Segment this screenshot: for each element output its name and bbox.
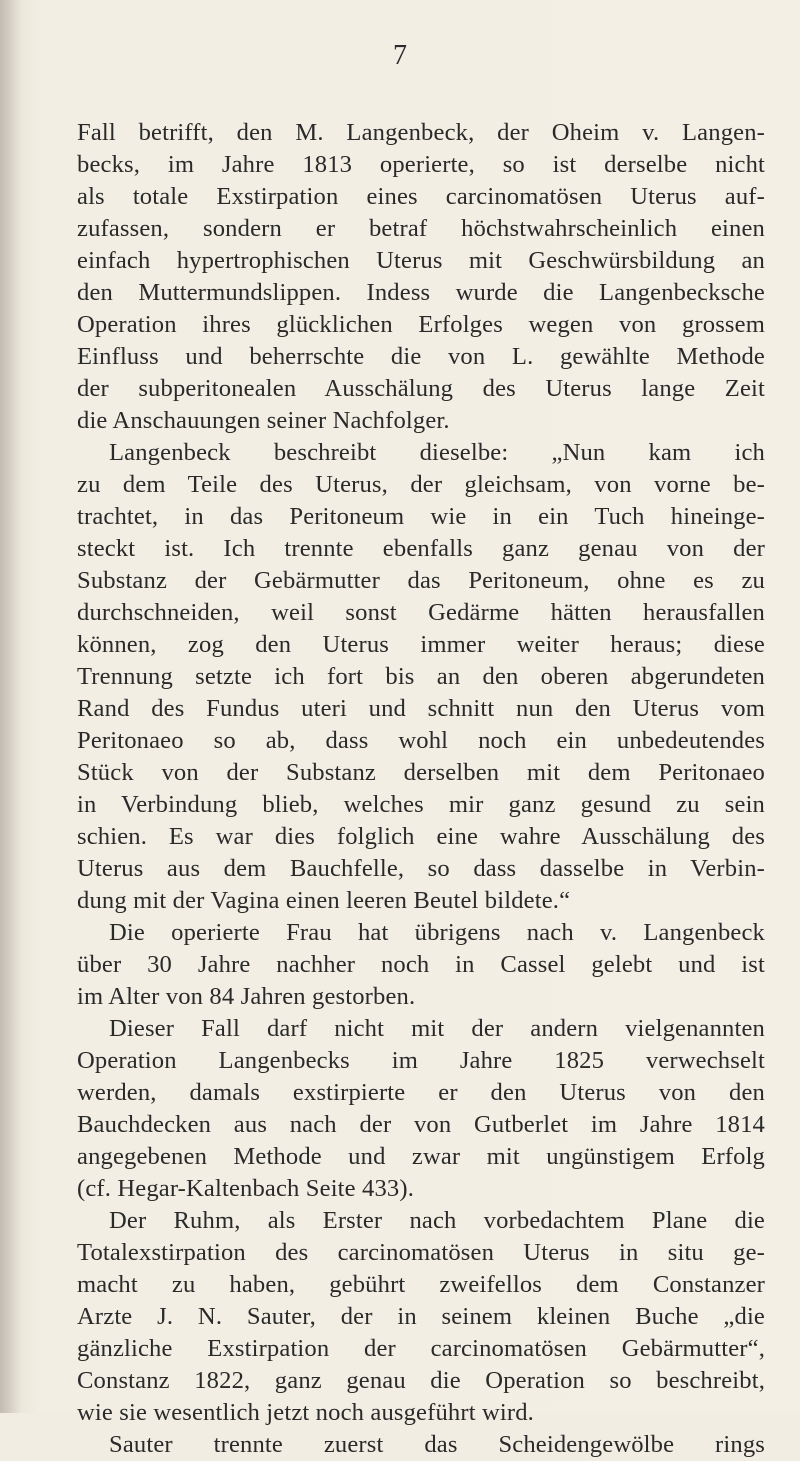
text-line: Operation Langenbecks im Jahre 1825 verwechselt — [77, 1047, 765, 1074]
text-line: Sauter trennte zuerst das Scheidengewölbe rings — [109, 1431, 765, 1458]
text-line: macht zu haben, gebührt zweifellos dem Constanzer — [77, 1271, 765, 1298]
body-text — [77, 117, 765, 1461]
text-line: angegebenen Methode und zwar mit ungünstigem Erfolg — [77, 1143, 765, 1170]
text-line: (cf. Hegar-Kaltenbach Seite 433). — [77, 1175, 415, 1202]
text-line: den Muttermundslippen. Indess wurde die Langenbecksche — [77, 279, 765, 306]
text-line: einfach hypertrophischen Uterus mit Geschwürsbildung an — [77, 247, 765, 274]
text-line: becks, im Jahre 1813 operierte, so ist derselbe nicht — [77, 151, 765, 178]
text-line: Trennung setzte ich fort bis an den oberen abgerundeten — [77, 663, 765, 690]
text-line: Bauchdecken aus nach der von Gutberlet im Jahre 1814 — [77, 1111, 765, 1138]
text-line: Operation ihres glücklichen Erfolges wegen von grossem — [77, 311, 765, 338]
text-line: Uterus aus dem Bauchfelle, so dass dasselbe in Verbin- — [77, 855, 765, 882]
text-line: durchschneiden, weil sonst Gedärme hätten herausfallen — [77, 599, 765, 626]
text-line: der subperitonealen Ausschälung des Uterus lange Zeit — [77, 375, 765, 402]
text-line: Arzte J. N. Sauter, der in seinem kleinen Buche „die — [77, 1303, 765, 1330]
text-line: über 30 Jahre nachher noch in Cassel gelebt und ist — [77, 951, 765, 978]
text-line: Constanz 1822, ganz genau die Operation so beschreibt, — [77, 1367, 765, 1394]
text-line: zufassen, sondern er betraf höchstwahrscheinlich einen — [77, 215, 765, 242]
text-line: wie sie wesentlich jetzt noch ausgeführt wird. — [77, 1399, 534, 1426]
text-line: werden, damals exstirpierte er den Uterus von den — [77, 1079, 765, 1106]
text-line: Fall betrifft, den M. Langenbeck, der Oheim v. Langen- — [77, 119, 765, 146]
text-line: im Alter von 84 Jahren gestorben. — [77, 983, 416, 1010]
text-line: Totalexstirpation des carcinomatösen Uterus in situ ge- — [77, 1239, 765, 1266]
text-line: zu dem Teile des Uterus, der gleichsam, von vorne be- — [77, 471, 765, 498]
text-line: in Verbindung blieb, welches mir ganz gesund zu sein — [77, 791, 765, 818]
text-line: schien. Es war dies folglich eine wahre Ausschälung des — [77, 823, 765, 850]
text-line: Der Ruhm, als Erster nach vorbedachtem Plane die — [109, 1207, 765, 1234]
text-line: die Anschauungen seiner Nachfolger. — [77, 407, 450, 434]
text-line: Stück von der Substanz derselben mit dem Peritonaeo — [77, 759, 765, 786]
binding-gutter-shadow — [0, 0, 22, 1413]
text-line: trachtet, in das Peritoneum wie in ein Tuch hineinge- — [77, 503, 765, 530]
text-line: Peritonaeo so ab, dass wohl noch ein unbedeutendes — [77, 727, 765, 754]
text-line: Die operierte Frau hat übrigens nach v. Langenbeck — [109, 919, 765, 946]
page-number: 7 — [393, 40, 407, 71]
text-line: dung mit der Vagina einen leeren Beutel bildete.“ — [77, 887, 571, 914]
text-line: Rand des Fundus uteri und schnitt nun den Uterus vom — [77, 695, 765, 722]
text-line: Langenbeck beschreibt dieselbe: „Nun kam ich — [109, 439, 765, 466]
text-line: Einfluss und beherrschte die von L. gewählte Methode — [77, 343, 765, 370]
text-line: können, zog den Uterus immer weiter heraus; diese — [77, 631, 765, 658]
text-line: Substanz der Gebärmutter das Peritoneum, ohne es zu — [77, 567, 765, 594]
text-line: Dieser Fall darf nicht mit der andern vielgenannten — [109, 1015, 765, 1042]
text-line: als totale Exstirpation eines carcinomatösen Uterus auf- — [77, 183, 765, 210]
text-line: steckt ist. Ich trennte ebenfalls ganz genau von der — [77, 535, 765, 562]
text-line: gänzliche Exstirpation der carcinomatösen Gebärmutter“, — [77, 1335, 765, 1362]
